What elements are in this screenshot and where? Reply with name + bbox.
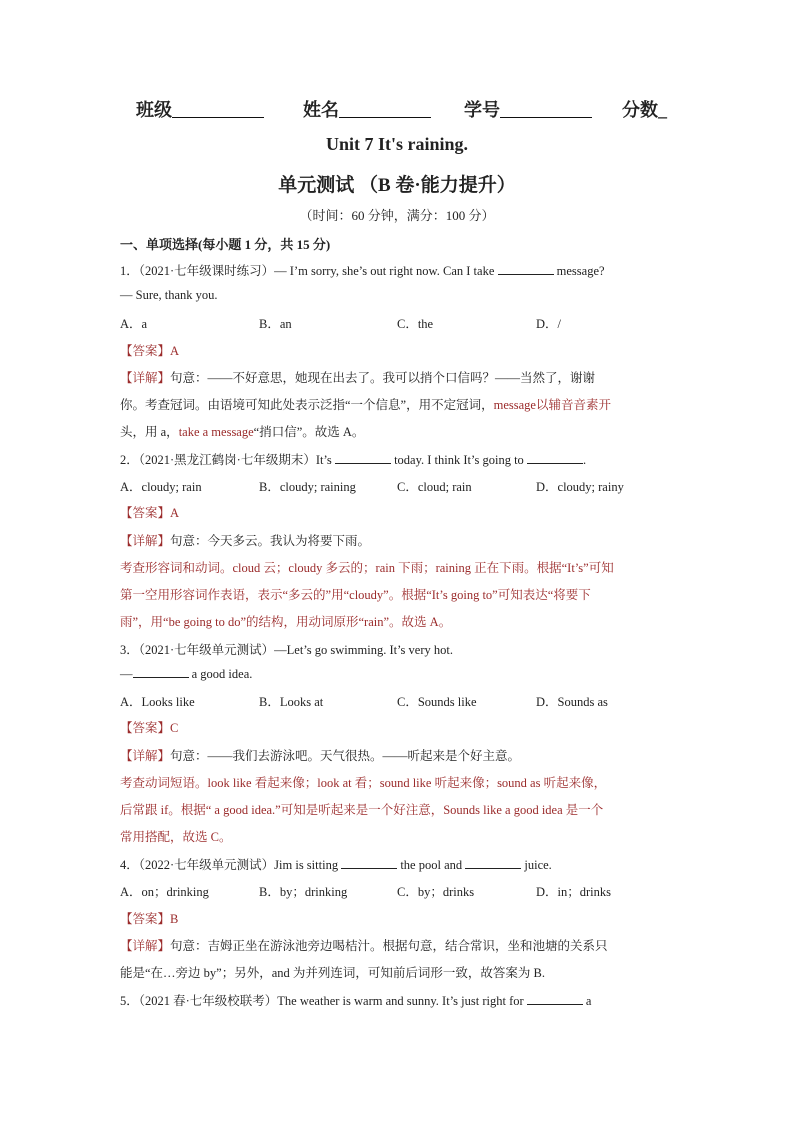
explanation-line: 【详解】句意：——不好意思，她现在出去了。我可以捎个口信吗？——当然了，谢谢 xyxy=(120,371,596,385)
section-heading: 一、单项选择(每小题 1 分，共 15 分) xyxy=(120,237,331,252)
question-4-stem: 4．（2022·七年级单元测试）Jim is sitting the pool and juice. xyxy=(120,858,552,872)
name-blank[interactable] xyxy=(339,99,431,118)
explanation-line: 你。考查冠词。由语境可知此处表示泛指“一个信息”，用不定冠词，message以辅音音素开 xyxy=(120,398,611,412)
explanation-line: 后常跟 if。根据“ a good idea.”可知是听起来是一个好注意，Sounds like a good idea 是一个 xyxy=(120,803,604,817)
explanation-line: 雨”，用“be going to do”的结构，用动词原形“rain”。故选 A。 xyxy=(120,615,452,629)
student-id-blank[interactable] xyxy=(500,99,592,118)
class-label: 班级 xyxy=(136,100,172,120)
explanation-line: 常用搭配，故选 C。 xyxy=(120,830,232,844)
option-d[interactable]: D．Sounds as xyxy=(536,695,608,709)
answer-blank[interactable] xyxy=(335,452,391,464)
option-c[interactable]: C．Sounds like xyxy=(397,695,477,709)
answer-blank[interactable] xyxy=(133,666,189,678)
score-blank[interactable]: _ xyxy=(658,100,667,120)
option-b[interactable]: B．Looks at xyxy=(259,695,324,709)
option-b[interactable]: B．by；drinking xyxy=(259,885,348,899)
question-2-stem: 2．（2021·黑龙江鹤岗·七年级期末）It’s today. I think It’s going to . xyxy=(120,453,587,467)
student-id-field[interactable] xyxy=(464,96,592,122)
option-d[interactable]: D．/ xyxy=(536,317,562,331)
answer-blank[interactable] xyxy=(527,993,583,1005)
option-d[interactable]: D．cloudy; rainy xyxy=(536,480,624,494)
name-label: 姓名 xyxy=(303,100,339,120)
explanation-line: 考查动词短语。look like 看起来像；look at 看；sound like 听起来像；sound as 听起来像， xyxy=(120,776,607,790)
question-5-stem: 5．（2021 春·七年级校联考）The weather is warm and sunny. It’s just right for a xyxy=(120,994,592,1008)
explanation-line: 第一空用形容词作表语，表示“多云的”用“cloudy”。根据“It’s going to”可知表达“将要下 xyxy=(120,588,591,602)
explanation-line: 【详解】句意：吉姆正坐在游泳池旁边喝桔汁。根据句意，结合常识，坐和池塘的关系只 xyxy=(120,939,608,953)
class-blank[interactable] xyxy=(172,99,264,118)
answer-line: 【答案】A xyxy=(120,506,180,520)
score-field[interactable] xyxy=(622,96,667,122)
option-a[interactable]: A．on；drinking xyxy=(120,885,209,899)
option-a[interactable]: A．a xyxy=(120,317,148,331)
test-title: 单元测试 （B 卷·能力提升） xyxy=(278,175,516,196)
option-d[interactable]: D．in；drinks xyxy=(536,885,612,899)
answer-blank[interactable] xyxy=(341,857,397,869)
explanation-line: 【详解】句意：今天多云。我认为将要下雨。 xyxy=(120,534,371,548)
option-c[interactable]: C．the xyxy=(397,317,434,331)
score-label: 分数 xyxy=(622,100,658,120)
answer-line: 【答案】B xyxy=(120,912,179,926)
option-b[interactable]: B．cloudy; raining xyxy=(259,480,356,494)
option-c[interactable]: C．cloud; rain xyxy=(397,480,472,494)
option-a[interactable]: A．Looks like xyxy=(120,695,195,709)
student-id-label: 学号 xyxy=(464,100,500,120)
class-field[interactable] xyxy=(136,96,264,122)
student-info-header xyxy=(0,96,794,126)
question-1-stem-2: — Sure, thank you. xyxy=(120,288,218,302)
explanation-line: 能是“在…旁边 by”；另外，and 为并列连词，可知前后词形一致，故答案为 B. xyxy=(120,966,545,980)
answer-blank[interactable] xyxy=(465,857,521,869)
unit-title: Unit 7 It's raining. xyxy=(325,134,469,154)
answer-line: 【答案】C xyxy=(120,721,179,735)
test-meta: （时间：60 分钟，满分：100 分） xyxy=(299,208,495,223)
answer-blank[interactable] xyxy=(527,452,583,464)
explanation-line: 【详解】句意：——我们去游泳吧。天气很热。——听起来是个好主意。 xyxy=(120,749,521,763)
question-3-stem-2: — a good idea. xyxy=(120,667,253,681)
explanation-line: 考查形容词和动词。cloud 云；cloudy 多云的；rain 下雨；raining 正在下雨。根据“It’s”可知 xyxy=(120,561,614,575)
answer-blank[interactable] xyxy=(498,263,554,275)
option-b[interactable]: B．an xyxy=(259,317,292,331)
explanation-line: 头，用 a，take a message“捎口信”。故选 A。 xyxy=(120,425,365,439)
option-a[interactable]: A．cloudy; rain xyxy=(120,480,202,494)
name-field[interactable] xyxy=(303,96,431,122)
question-1-stem: 1．（2021·七年级课时练习）— I’m sorry, she’s out right now. Can I take message? xyxy=(120,264,605,278)
answer-line: 【答案】A xyxy=(120,344,180,358)
question-3-stem: 3．（2021·七年级单元测试）—Let’s go swimming. It’s very hot. xyxy=(120,643,453,657)
option-c[interactable]: C．by；drinks xyxy=(397,885,475,899)
